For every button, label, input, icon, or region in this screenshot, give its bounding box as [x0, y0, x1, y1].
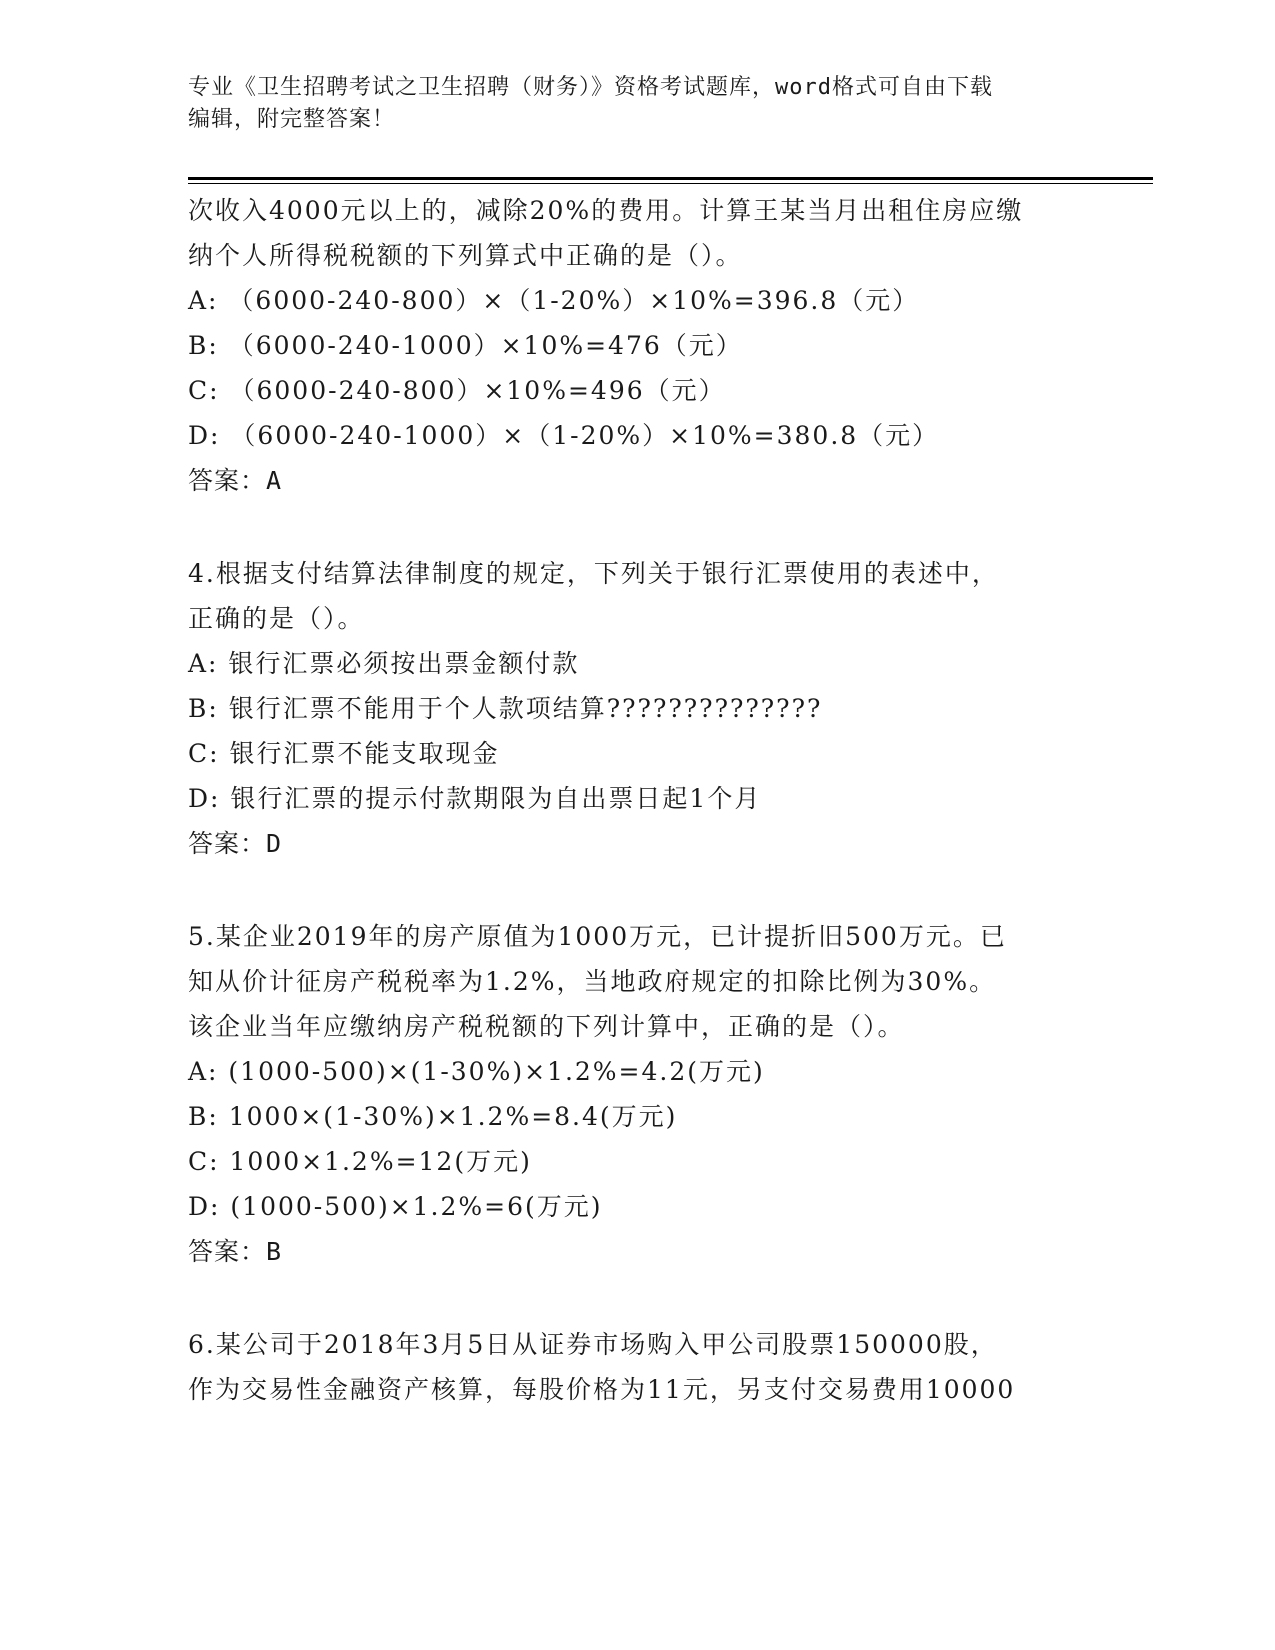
question-4: [188, 551, 1088, 866]
question-stem-line: 知从价计征房产税税率为1.2%，当地政府规定的扣除比例为30%。: [188, 967, 997, 996]
option-a: A: (1000-500)×(1-30%)×1.2%=4.2(万元): [188, 1057, 765, 1086]
question-stem-line: 4.根据支付结算法律制度的规定，下列关于银行汇票使用的表述中，: [188, 559, 999, 588]
answer-line: 答案：A: [188, 466, 283, 495]
question-3: [188, 188, 1088, 503]
spacer: [188, 503, 1088, 551]
option-b: B: 银行汇票不能用于个人款项结算??????????????: [188, 694, 823, 723]
question-5: [188, 914, 1088, 1274]
option-b: B: （6000-240-1000）×10%=476（元）: [188, 331, 743, 360]
question-stem-line: 正确的是（）。: [188, 604, 365, 633]
option-c: C: 银行汇票不能支取现金: [188, 739, 500, 768]
option-b: B: 1000×(1-30%)×1.2%=8.4(万元): [188, 1102, 678, 1131]
header-line-2: 编辑，附完整答案！: [188, 107, 396, 132]
question-6: [188, 1322, 1088, 1412]
option-c: C: （6000-240-800）×10%=496（元）: [188, 376, 726, 405]
document-header: [188, 72, 1068, 136]
question-stem-line: 6.某公司于2018年3月5日从证券市场购入甲公司股票150000股，: [188, 1330, 998, 1359]
header-line-1: 专业《卫生招聘考试之卫生招聘（财务）》资格考试题库，word格式可自由下载: [188, 75, 993, 100]
header-rule-thick: [188, 177, 1153, 180]
spacer: [188, 866, 1088, 914]
answer-line: 答案：B: [188, 1237, 283, 1266]
question-stem-line: 纳个人所得税税额的下列算式中正确的是（）。: [188, 241, 743, 270]
question-content: [188, 188, 1088, 1412]
option-d: D: （6000-240-1000）×（1-20%）×10%=380.8（元）: [188, 421, 940, 450]
question-stem-line: 该企业当年应缴纳房产税税额的下列计算中，正确的是（）。: [188, 1012, 905, 1041]
option-a: A: 银行汇票必须按出票金额付款: [188, 649, 580, 678]
option-c: C: 1000×1.2%=12(万元): [188, 1147, 532, 1176]
answer-line: 答案：D: [188, 829, 283, 858]
header-rule-thin: [188, 183, 1153, 184]
spacer: [188, 1274, 1088, 1322]
question-stem-line: 作为交易性金融资产核算，每股价格为11元，另支付交易费用10000: [188, 1375, 1016, 1404]
option-d: D: (1000-500)×1.2%=6(万元): [188, 1192, 603, 1221]
question-stem-line: 5.某企业2019年的房产原值为1000万元，已计提折旧500万元。已: [188, 922, 1007, 951]
question-stem-line: 次收入4000元以上的，减除20%的费用。计算王某当月出租住房应缴: [188, 196, 1024, 225]
option-a: A: （6000-240-800）×（1-20%）×10%=396.8（元）: [188, 286, 920, 315]
option-d: D: 银行汇票的提示付款期限为自出票日起1个月: [188, 784, 762, 813]
